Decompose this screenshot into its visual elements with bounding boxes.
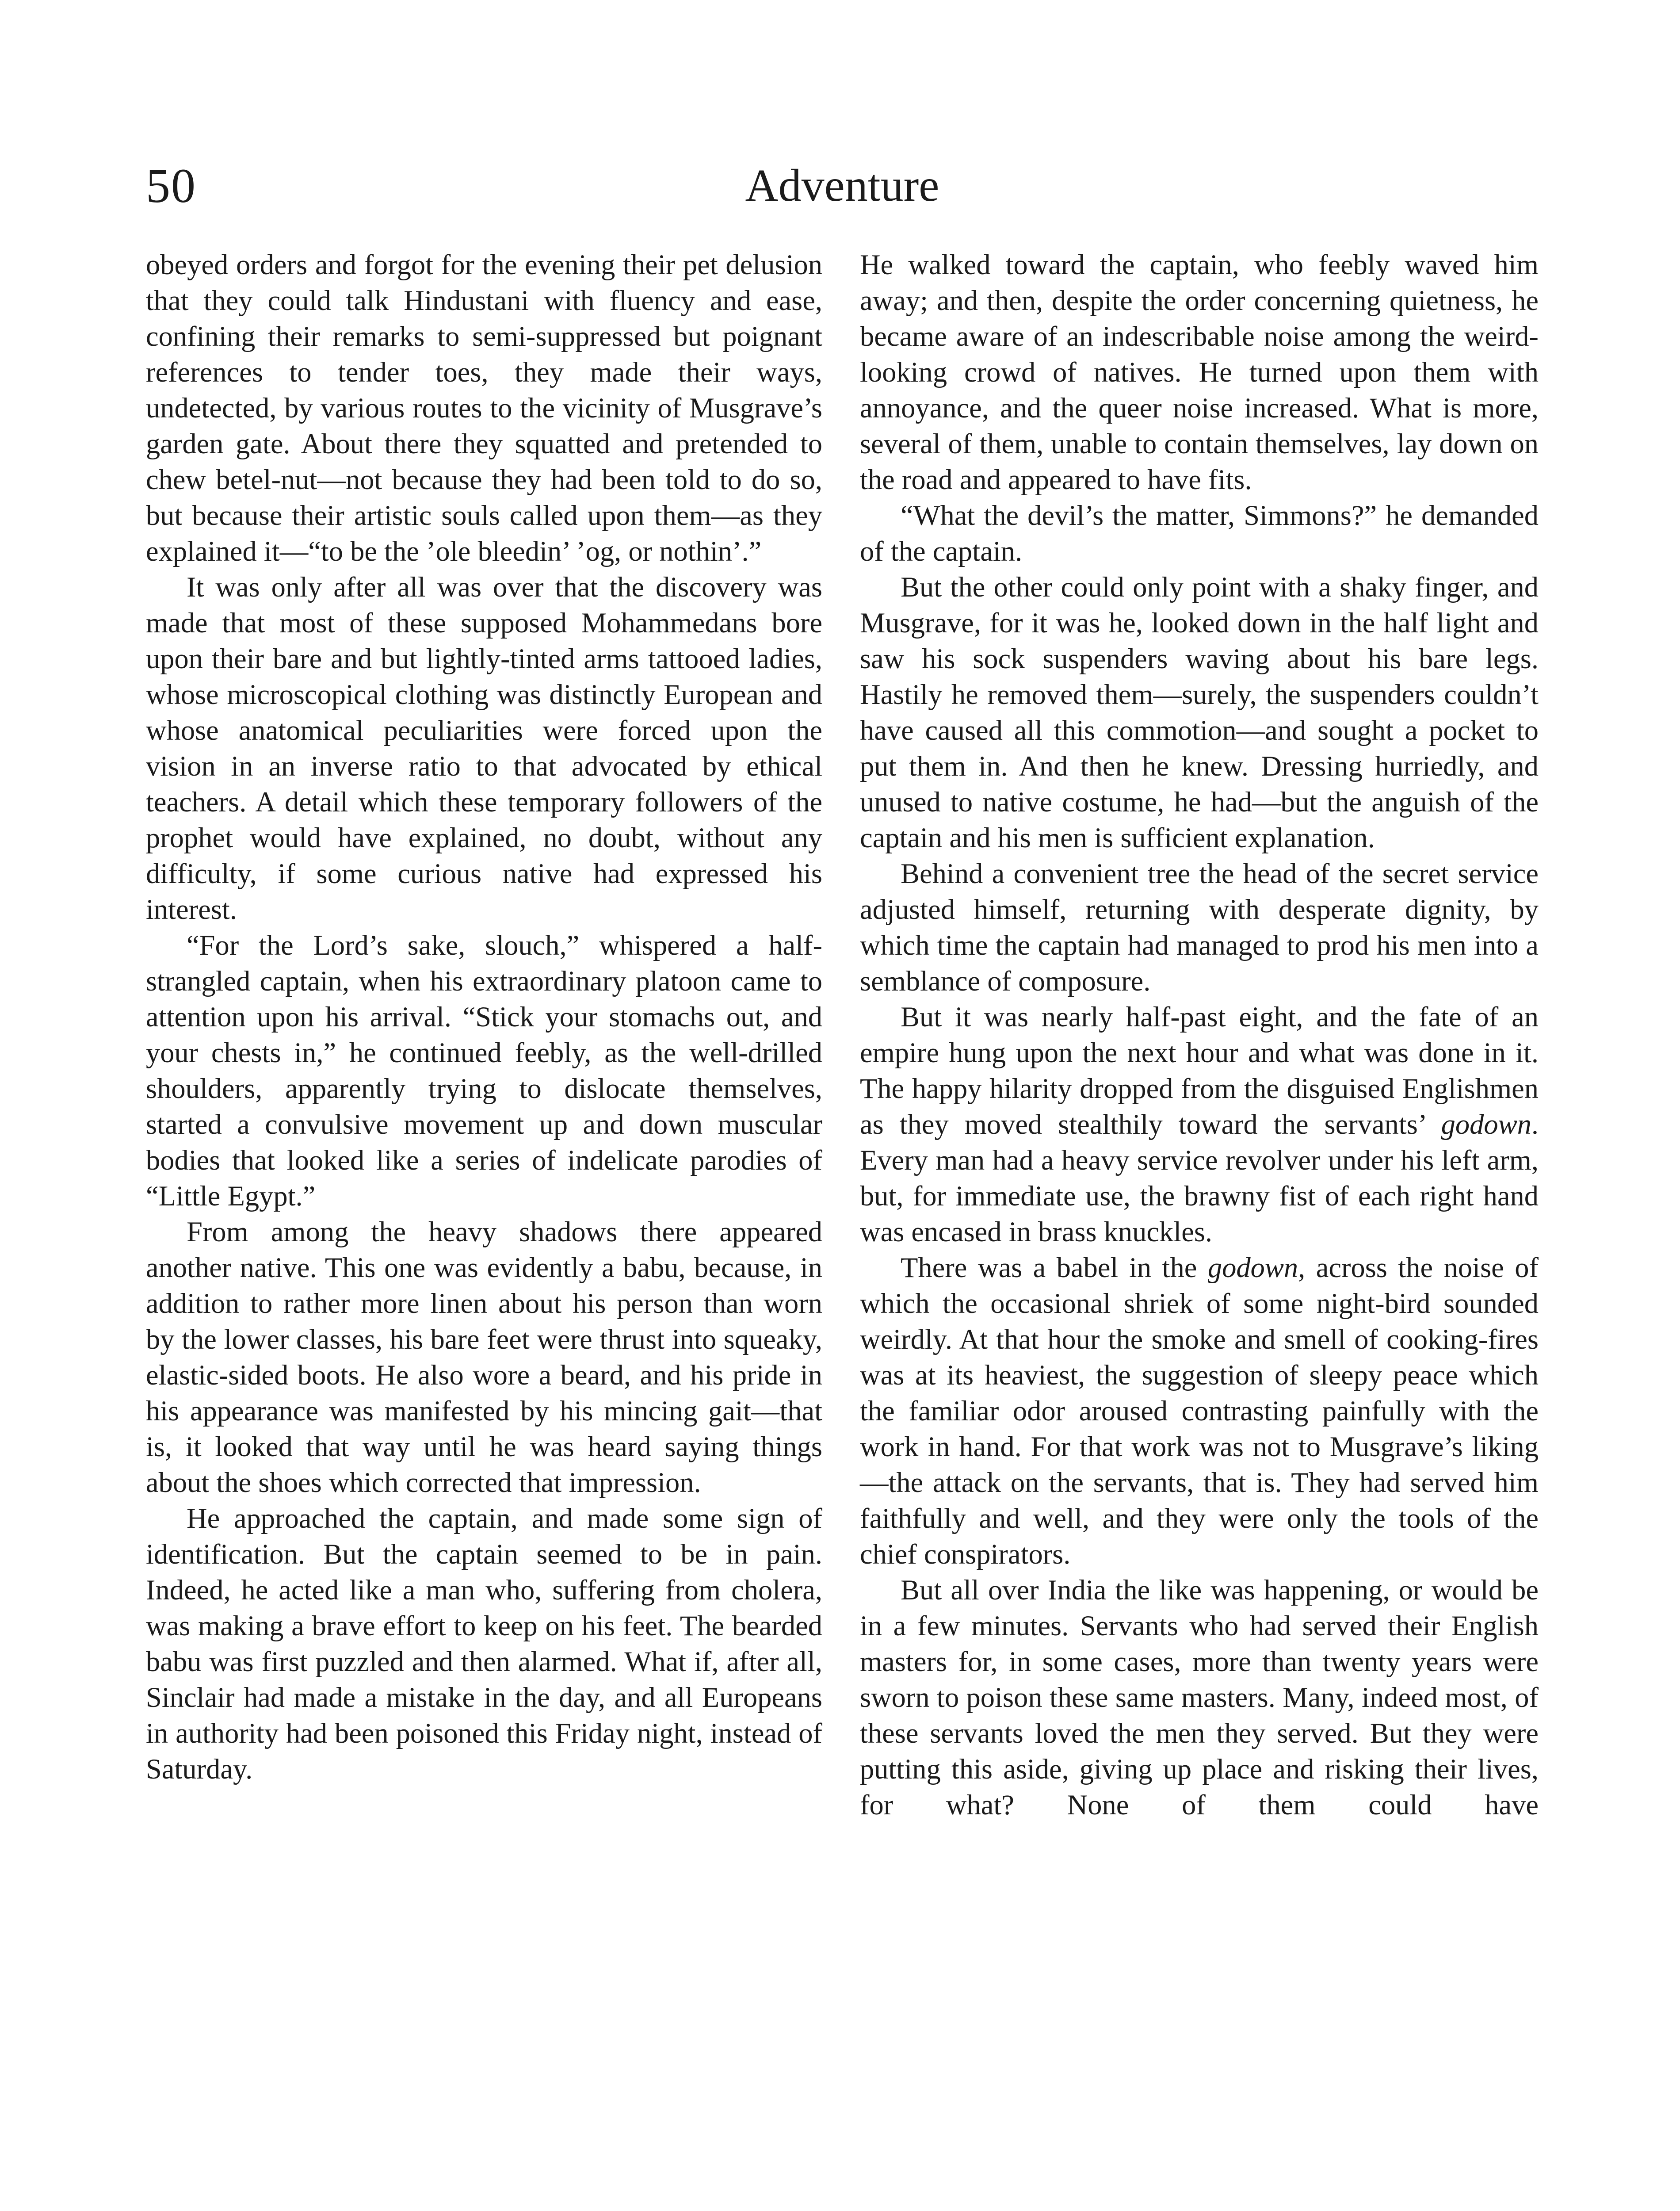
paragraph: “What the devil’s the matter, Simmons?” he demanded of the captain. [860, 500, 1539, 567]
text-run: But it was nearly half-past eight, and the fate of an empire hung upon the next hour and what was done in it. The happy hilarity dropped from the disguised Englishmen as they moved stealthily toward the servants’ [860, 1001, 1539, 1140]
text-run: . Every man had a heavy service revolver under his left arm, but, for immediate use, the brawny fist of each right hand was encased in brass knuckles. [860, 1109, 1539, 1247]
paragraph: He approached the captain, and made some sign of identification. But the captain seemed to be in pain. Indeed, he acted like a man who, suffering from cholera, was making a brave effort to keep on his feet. The bearded babu was first puzzled and then alarmed. What if, after all, Sinclair had made a mistake in the day, and all Europeans in authority had been poisoned this Friday night, instead of Saturday. [146, 1503, 822, 1785]
page-number: 50 [146, 159, 196, 213]
page-header [146, 150, 1539, 230]
paragraph: He walked toward the captain, who feebly waved him away; and then, despite the order concerning quietness, he became aware of an indescribable noise among the weird-looking crowd of natives. He turned upon them with annoyance, and the queer noise increased. What is more, several of them, unable to contain themselves, lay down on the road and appeared to have fits. [860, 249, 1539, 495]
right-column [860, 247, 1539, 1823]
italic-word: godown [1441, 1109, 1531, 1140]
left-column [146, 247, 822, 1787]
paragraph: “For the Lord’s sake, slouch,” whispered a half-strangled captain, when his extraordinary platoon came to attention upon his arrival. “Stick your stomachs out, and your chests in,” he continued feebly, as the well-drilled shoulders, apparently trying to dislocate themselves, started a convulsive movement up and down muscular bodies that looked like a series of indelicate parodies of “Little Egypt.” [146, 930, 822, 1212]
running-title: Adventure [745, 160, 939, 211]
paragraph: It was only after all was over that the discovery was made that most of these supposed Mohammedans bore upon their bare and but lightly-tinted arms tattooed ladies, whose microscopical clothing was distinctly European and whose anatomical peculiarities were forced upon the vision in an inverse ratio to that advocated by ethical teachers. A detail which these temporary followers of the prophet would have explained, no doubt, without any difficulty, if some curious native had expressed his interest. [146, 571, 822, 925]
text-run: , across the noise of which the occasional shriek of some night-bird sounded weirdly. At that hour the smoke and smell of cooking-fires was at its heaviest, the suggestion of sleepy peace which the familiar odor aroused contrasting painfully with the work in hand. For that work was not to Musgrave’s liking—the attack on the servants, that is. They had served him faithfully and well, and they were only the tools of the chief conspirators. [860, 1252, 1539, 1570]
text-run: There was a babel in the [901, 1252, 1208, 1283]
paragraph: From among the heavy shadows there appeared another native. This one was evidently a babu, because, in addition to rather more linen about his person than worn by the lower classes, his bare feet were thrust into squeaky, elastic-sided boots. He also wore a beard, and his pride in his appearance was manifested by his mincing gait—that is, it looked that way until he was heard saying things about the shoes which corrected that impression. [146, 1216, 822, 1498]
paragraph: obeyed orders and forgot for the evening their pet delusion that they could talk Hindustani with fluency and ease, confining their remarks to semi-suppressed but poignant references to tender toes, they made their ways, undetected, by various routes to the vicinity of Musgrave’s garden gate. About there they squatted and pretended to chew betel-nut—not because they had been told to do so, but because their artistic souls called upon them—as they explained it—“to be the ’ole bleedin’ ’og, or nothin’.” [146, 249, 822, 567]
paragraph: But the other could only point with a shaky finger, and Musgrave, for it was he, looked down in the half light and saw his sock suspenders waving about his bare legs. Hastily he removed them—surely, the suspenders couldn’t have caused all this commotion—and sought a pocket to put them in. And then he knew. Dressing hurriedly, and unused to native costume, he had—but the anguish of the captain and his men is sufficient explanation. [860, 571, 1539, 853]
paragraph [860, 999, 1539, 1250]
paragraph [860, 1250, 1539, 1572]
italic-word: godown [1207, 1252, 1298, 1283]
paragraph: Behind a convenient tree the head of the secret service adjusted himself, returning with desperate dignity, by which time the captain had managed to prod his men into a semblance of composure. [860, 858, 1539, 997]
paragraph: But all over India the like was happening, or would be in a few minutes. Servants who had served their English masters for, in some cases, more than twenty years were sworn to poison these same masters. Many, indeed most, of these servants loved the men they served. But they were putting this aside, giving up place and risking their lives, for what? None of them could have [860, 1574, 1539, 1821]
